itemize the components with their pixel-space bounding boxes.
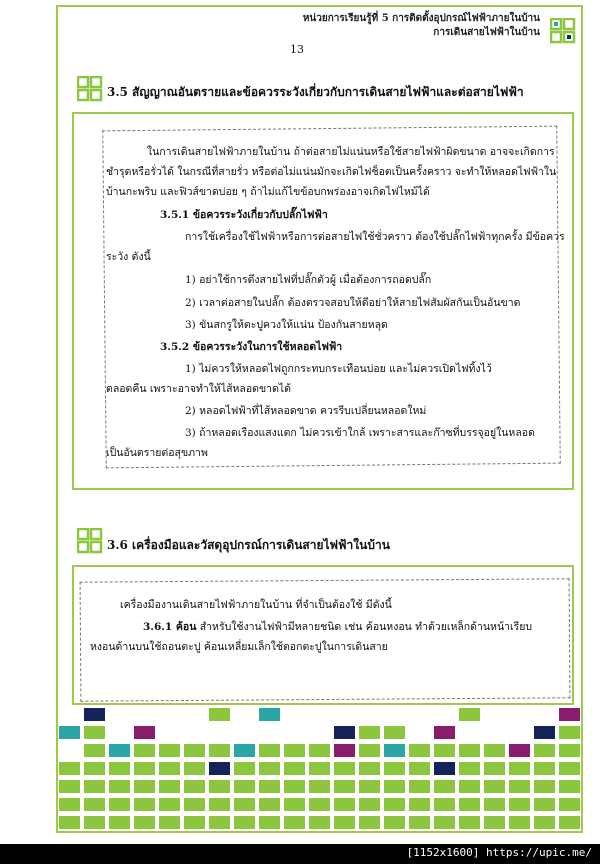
pattern-tile (259, 744, 280, 757)
pattern-tile (459, 798, 480, 811)
list-item (143, 620, 532, 634)
list-item-continued: เป็นอันตรายต่อสุขภาพ (106, 447, 208, 459)
pattern-tile (509, 762, 530, 775)
footer-text: [1152x1600] https://upic.me/ (406, 846, 592, 859)
pattern-tile (184, 744, 205, 757)
pattern-tile (209, 762, 230, 775)
pattern-tile (484, 744, 505, 757)
pattern-tile (234, 798, 255, 811)
paragraph-line: ชำรุดหรือรั่วได้ ในกรณีที่สายรั่ว หรือต่อไม่แน่นมักจะเกิดไฟช็อตเป็นครั้งคราว จะทำให้หลอดไฟฟ้าใน (106, 166, 557, 178)
pattern-tile (559, 780, 580, 793)
pattern-tile (84, 780, 105, 793)
pattern-tile (534, 780, 555, 793)
list-item: 3) ถ้าหลอดเรืองแสงแตก ไม่ควรเข้าใกล้ เพราะสารและก๊าซที่บรรจุอยู่ในหลอด (185, 427, 535, 439)
pattern-tile (434, 816, 455, 829)
grid-squares-icon (550, 18, 576, 44)
pattern-tile (384, 780, 405, 793)
pattern-tile (209, 798, 230, 811)
pattern-tile (509, 798, 530, 811)
pattern-tile (559, 726, 580, 739)
pattern-tile (384, 744, 405, 757)
header-line2: การเดินสายไฟฟ้าในบ้าน (433, 27, 540, 38)
pattern-tile (234, 744, 255, 757)
pattern-tile (209, 816, 230, 829)
pattern-tile (359, 780, 380, 793)
pattern-tile (109, 816, 130, 829)
pattern-tile (259, 762, 280, 775)
list-item: 2) หลอดไฟฟ้าที่ไส้หลอดขาด ควรรีบเปลี่ยนหลอดใหม่ (185, 405, 427, 417)
pattern-tile (259, 816, 280, 829)
pattern-tile (484, 780, 505, 793)
pattern-tile (159, 744, 180, 757)
pattern-tile (234, 780, 255, 793)
pattern-tile (84, 726, 105, 739)
pattern-tile (334, 780, 355, 793)
paragraph-line: เครื่องมืองานเดินสายไฟฟ้าภายในบ้าน ที่จำเป็นต้องใช้ มีดังนี้ (120, 599, 392, 611)
pattern-tile (559, 744, 580, 757)
pattern-tile (134, 816, 155, 829)
pattern-tile (84, 744, 105, 757)
pattern-tile (459, 708, 480, 721)
pattern-tile (534, 726, 555, 739)
pattern-tile (109, 762, 130, 775)
pattern-tile (209, 780, 230, 793)
pattern-tile (434, 780, 455, 793)
subheading-3-5-1: 3.5.1 ข้อควรระวังเกี่ยวกับปลั๊กไฟฟ้า (160, 209, 328, 221)
grid-squares-icon (77, 528, 103, 554)
pattern-tile (284, 744, 305, 757)
pattern-tile (184, 762, 205, 775)
pattern-tile (409, 798, 430, 811)
pattern-tile (109, 798, 130, 811)
pattern-tile (459, 816, 480, 829)
pattern-tile (84, 798, 105, 811)
pattern-tile (59, 780, 80, 793)
pattern-tile (459, 744, 480, 757)
pattern-tile (359, 816, 380, 829)
pattern-tile (84, 708, 105, 721)
pattern-tile (209, 744, 230, 757)
pattern-tile (409, 744, 430, 757)
pattern-tile (159, 780, 180, 793)
header-line1: หน่วยการเรียนรู้ที่ 5 การติดตั้งอุปกรณ์ไฟฟ้าภายในบ้าน (302, 13, 540, 24)
pattern-tile (434, 762, 455, 775)
pattern-tile (359, 744, 380, 757)
pattern-tile (234, 762, 255, 775)
section-heading-3-5: 3.5 สัญญาณอันตรายและข้อควรระวังเกี่ยวกับการเดินสายไฟฟ้าและต่อสายไฟฟ้า (107, 85, 524, 99)
pattern-tile (59, 798, 80, 811)
pattern-tile (159, 816, 180, 829)
pattern-tile (59, 816, 80, 829)
item-label: 3.6.1 ค้อน (143, 621, 197, 633)
pattern-tile (459, 762, 480, 775)
pattern-tile (559, 708, 580, 721)
pattern-tile (134, 726, 155, 739)
pattern-tile (484, 816, 505, 829)
grid-squares-icon (77, 76, 103, 102)
pattern-tile (259, 798, 280, 811)
item-text: สำหรับใช้งานไฟฟ้ามีหลายชนิด เช่น ค้อนหงอน ทำด้วยเหล็กด้านหน้าเรียบ (199, 621, 533, 633)
pattern-tile (434, 798, 455, 811)
pattern-tile (259, 708, 280, 721)
list-item: 3) ขันสกรูให้ตะปูควงให้แน่น ป้องกันสายหลุด (185, 319, 388, 331)
pattern-tile (259, 780, 280, 793)
header-title (303, 12, 540, 40)
pattern-tile (384, 816, 405, 829)
pattern-tile (284, 762, 305, 775)
pattern-tile (59, 726, 80, 739)
pattern-tile (384, 762, 405, 775)
pattern-tile (134, 762, 155, 775)
page-number: 13 (290, 43, 304, 56)
list-item-continued: ตลอดคืน เพราะอาจทำให้ไส้หลอดขาดได้ (106, 383, 291, 395)
pattern-tile (184, 798, 205, 811)
pattern-tile (484, 762, 505, 775)
pattern-tile (384, 726, 405, 739)
section-heading-3-6: 3.6 เครื่องมือและวัสดุอุปกรณ์การเดินสายไฟฟ้าในบ้าน (107, 538, 390, 552)
pattern-tile (409, 816, 430, 829)
pattern-tile (509, 816, 530, 829)
footer-bar (0, 844, 600, 864)
pattern-tile (334, 816, 355, 829)
pattern-tile (359, 762, 380, 775)
pattern-tile (59, 762, 80, 775)
pattern-tile (134, 780, 155, 793)
pattern-tile (284, 780, 305, 793)
pattern-tile (559, 816, 580, 829)
subheading-3-5-2: 3.5.2 ข้อควรระวังในการใช้หลอดไฟฟ้า (160, 341, 343, 353)
pattern-tile (134, 798, 155, 811)
pattern-tile (209, 708, 230, 721)
pattern-tile (534, 762, 555, 775)
list-item-continued: หงอนด้านบนใช้ถอนตะปู ค้อนเหลี่ยมเล็กใช้ตอกตะปูในการเดินสาย (90, 641, 388, 653)
pattern-tile (359, 726, 380, 739)
pattern-tile (534, 816, 555, 829)
pattern-tile (109, 744, 130, 757)
pattern-tile (409, 780, 430, 793)
pattern-tile (534, 744, 555, 757)
list-item: 1) ไม่ควรให้หลอดไฟถูกกระทบกระเทือนบ่อย และไม่ควรเปิดไฟทิ้งไว้ (185, 363, 492, 375)
list-item: 1) อย่าใช้การดึงสายไฟที่ปลั๊กตัวผู้ เมื่อต้องการถอดปลั๊ก (185, 274, 432, 286)
pattern-tile (109, 780, 130, 793)
pattern-tile (184, 780, 205, 793)
pattern-tile (434, 744, 455, 757)
pattern-tile (284, 816, 305, 829)
pattern-tile (559, 762, 580, 775)
pattern-tile (159, 762, 180, 775)
pattern-tile (184, 816, 205, 829)
pattern-tile (559, 798, 580, 811)
pattern-tile (309, 798, 330, 811)
pattern-tile (384, 798, 405, 811)
pattern-tile (309, 744, 330, 757)
paragraph-line: ระวัง ดังนี้ (106, 251, 151, 263)
pattern-tile (134, 744, 155, 757)
pattern-tile (334, 798, 355, 811)
pattern-tile (459, 780, 480, 793)
pattern-tile (334, 726, 355, 739)
pattern-tile (334, 762, 355, 775)
pattern-tile (159, 798, 180, 811)
pattern-tile (409, 762, 430, 775)
paragraph-line: การใช้เครื่องใช้ไฟฟ้าหรือการต่อสายไฟใช้ชั่วคราว ต้องใช้ปลั๊กไฟฟ้าทุกครั้ง มีข้อควร (185, 231, 565, 243)
pattern-tile (309, 780, 330, 793)
list-item: 2) เวลาต่อสายในปลั๊ก ต้องตรวจสอบให้ดีอย่าให้สายไฟสัมผัสกันเป็นอันขาด (185, 297, 521, 309)
paragraph-line: ในการเดินสายไฟฟ้าภายในบ้าน ถ้าต่อสายไม่แน่นหรือใช้สายไฟฟ้าผิดขนาด อาจจะเกิดการ (147, 146, 555, 158)
pattern-tile (509, 780, 530, 793)
paragraph-line: บ้านกะพริบ และฟิวส์ขาดบ่อย ๆ ถ้าไม่แก้ไขข้อบกพร่องอาจเกิดไฟไหม้ได้ (106, 186, 430, 198)
pattern-tile (434, 726, 455, 739)
pattern-tile (359, 798, 380, 811)
pattern-tile (484, 798, 505, 811)
pattern-tile (534, 798, 555, 811)
pattern-tile (309, 816, 330, 829)
pattern-tile (334, 744, 355, 757)
pattern-tile (84, 816, 105, 829)
pattern-tile (234, 816, 255, 829)
pattern-tile (509, 744, 530, 757)
pattern-tile (309, 762, 330, 775)
pattern-tile (284, 798, 305, 811)
pattern-tile (84, 762, 105, 775)
